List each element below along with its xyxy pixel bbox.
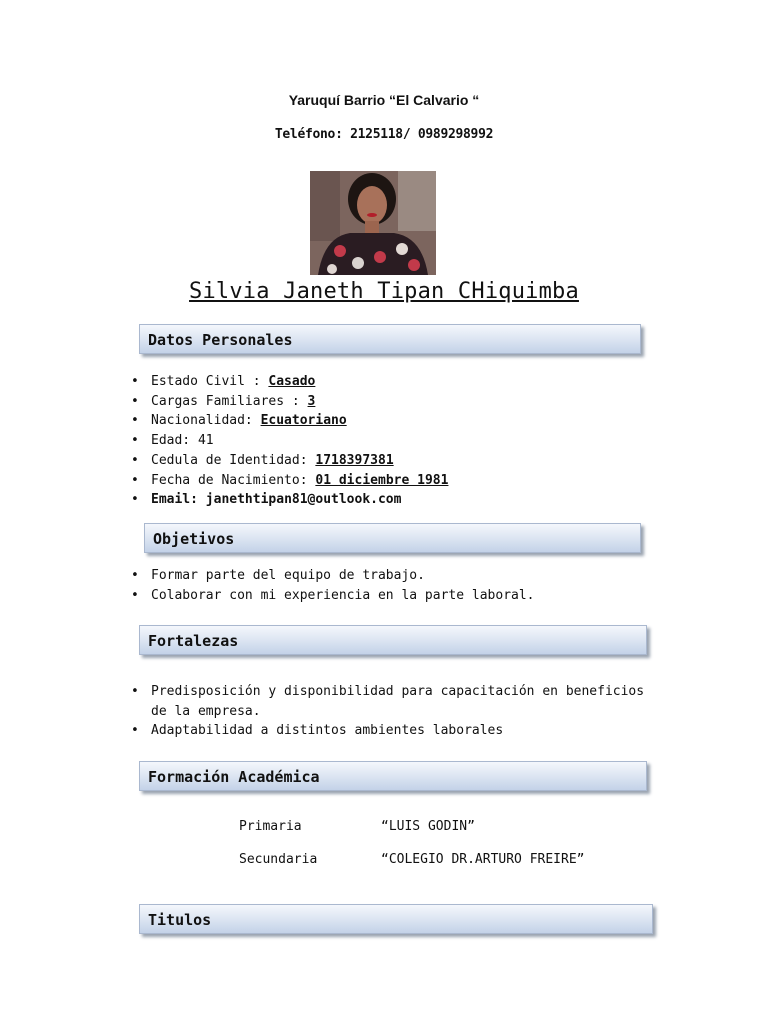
list-item: • Estado Civil : Casado: [131, 372, 691, 392]
list-item: • Email: janethtipan81@outlook.com: [131, 490, 691, 510]
section-title: Formación Académica: [148, 768, 320, 786]
education-level: Primaria: [239, 819, 302, 834]
list-item: • Adaptabilidad a distintos ambientes laborales: [131, 721, 656, 741]
section-personal: [139, 324, 641, 354]
objectives-list: [131, 566, 691, 605]
section-education: [139, 761, 647, 791]
list-item: • Fecha de Nacimiento: 01 diciembre 1981: [131, 471, 691, 491]
personal-list: [131, 372, 691, 510]
section-title: Titulos: [148, 911, 212, 929]
phone-number: Teléfono: 2125118/ 0989298992: [274, 127, 494, 142]
section-objectives: [144, 523, 641, 553]
section-title: Objetivos: [153, 530, 235, 548]
list-item: • Nacionalidad: Ecuatoriano: [131, 411, 691, 431]
section-strengths: [139, 625, 647, 655]
list-item: • Cedula de Identidad: 1718397381: [131, 451, 691, 471]
address: Yaruquí Barrio “El Calvario “: [288, 92, 480, 108]
list-item: • Cargas Familiares : 3: [131, 392, 691, 412]
education-school: “LUIS GODIN”: [381, 819, 475, 834]
section-title: Fortalezas: [148, 632, 239, 650]
list-item: • Colaborar con mi experiencia en la parte laboral.: [131, 586, 691, 606]
section-titles: [139, 904, 653, 934]
education-school: “COLEGIO DR.ARTURO FREIRE”: [381, 852, 585, 867]
person-photo-icon: [310, 171, 436, 275]
strengths-list: [131, 682, 656, 741]
list-item: • Edad: 41: [131, 431, 691, 451]
profile-photo: [310, 171, 436, 275]
section-title: Datos Personales: [148, 331, 293, 349]
education-level: Secundaria: [239, 852, 318, 867]
list-item: • Predisposición y disponibilidad para capacitación en beneficios de la empresa.: [131, 682, 656, 721]
full-name: Silvia Janeth Tipan CHiquimba: [189, 279, 579, 304]
list-item: • Formar parte del equipo de trabajo.: [131, 566, 691, 586]
